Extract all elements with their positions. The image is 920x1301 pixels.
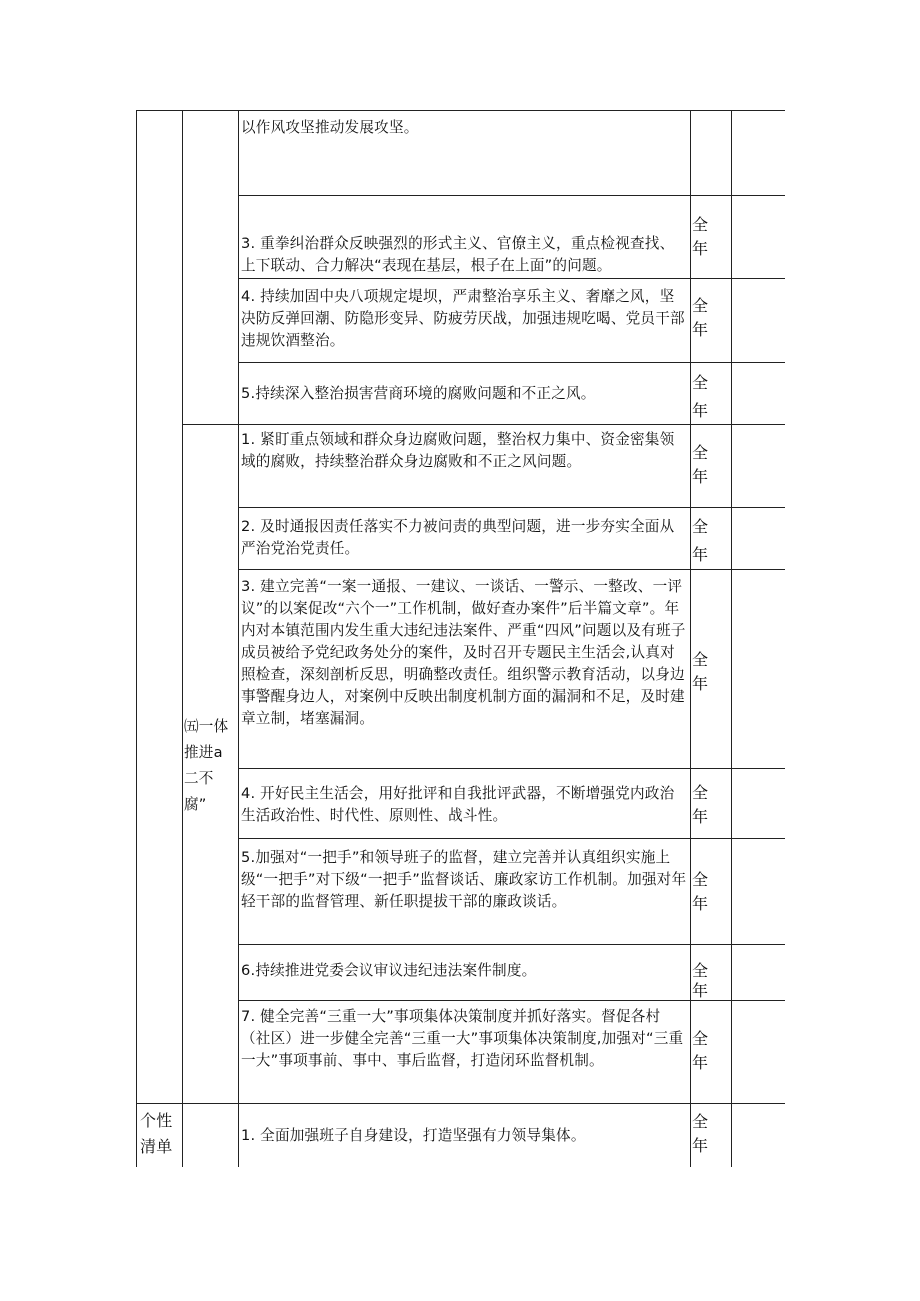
task-content-cell: 以作风攻坚推动发展攻坚。	[241, 119, 419, 136]
task-period-cell: 全年	[692, 443, 709, 486]
row-divider	[238, 768, 785, 769]
col-divider	[136, 110, 137, 1167]
row-divider	[238, 944, 785, 945]
row-divider	[238, 362, 785, 363]
task-period-cell: 全年	[692, 215, 709, 258]
task-period-cell: 全年	[692, 870, 709, 913]
task-period-cell: 全年	[692, 961, 709, 1000]
col-divider	[690, 110, 691, 1167]
row-divider	[136, 1103, 785, 1104]
task-content-cell: 2. 及时通报因责任落实不力被问责的典型问题，进一步夯实全面从严治党治党责任。	[241, 518, 675, 557]
row-divider	[238, 195, 785, 196]
task-period-cell: 全年	[692, 1029, 709, 1072]
task-content-cell: 7. 健全完善“三重一大”事项集体决策制度并抓好落实。督促各村（社区）进一步健全完善“三重一大”事项集体决策制度,加强对“三重一大”事项事前、事中、事后监督，打造闭环监督机制。	[241, 1008, 684, 1069]
task-content-cell: 4. 开好民主生活会，用好批评和自我批评武器，不断增强党内政治生活政治性、时代性、原则性、战斗性。	[241, 785, 675, 824]
row-divider	[238, 278, 785, 279]
task-content-cell: 4. 持续加固中央八项规定堤坝，严肃整治享乐主义、奢靡之风，坚决防反弹回潮、防隐形变异、防疲劳厌战，加强违规吃喝、党员干部违规饮酒整治。	[241, 288, 685, 349]
task-content-cell: 5.加强对“一把手”和领导班子的监督，建立完善并认真组织实施上级“一把手”对下级“一把手”监督谈话、廉政家访工作机制。加强对年轻干部的监督管理、新任职提拔干部的廉政谈话。	[241, 849, 687, 910]
task-period-cell: 全年	[692, 373, 709, 420]
task-period-cell: 全年	[692, 783, 709, 826]
row-divider	[238, 507, 785, 508]
task-period-cell: 全年	[692, 1112, 709, 1155]
task-period-cell: 全年	[692, 296, 709, 339]
task-period-cell: 全年	[692, 650, 709, 693]
task-period-cell: 全年	[692, 517, 709, 564]
col-divider	[238, 110, 239, 1167]
personal-list-label: 个性清单	[140, 1111, 173, 1156]
col-divider	[731, 110, 732, 1167]
section-five-label: ㈤一体推进a二不腐”	[184, 718, 229, 813]
table-top-border	[136, 110, 785, 111]
row-divider	[238, 569, 785, 570]
row-divider	[238, 838, 785, 839]
task-content-cell: 1. 紧盯重点领域和群众身边腐败问题，整治权力集中、资金密集领域的腐败，持续整治群众身边腐败和不正之风问题。	[241, 431, 675, 470]
col-divider	[182, 110, 183, 1167]
task-content-cell: 3. 建立完善“一案一通报、一建议、一谈话、一警示、一整改、一评议”的以案促改“六个一”工作机制，做好查办案件”后半篇文章”。年内对本镇范围内发生重大违纪违法案件、严重“四风”问题以及有班子成员被给予党纪政务处分的案件，及时召开专题民主生活会,认真对照检查，深刻剖析反思，明确整改责任。组织警示教育活动，以身边事警醒身边人，对案例中反映出制度机制方面的漏洞和不足，及时建章立制，堵塞漏洞。	[241, 578, 686, 727]
task-content-cell: 1. 全面加强班子自身建设，打造坚强有力领导集体。	[241, 1127, 586, 1144]
task-content-cell: 6.持续推进党委会议审议违纪违法案件制度。	[241, 962, 537, 979]
task-content-cell: 3. 重拳纠治群众反映强烈的形式主义、官僚主义，重点检视查找、上下联动、合力解决“表现在基层，根子在上面”的问题。	[241, 235, 675, 274]
task-content-cell: 5.持续深入整治损害营商环境的腐败问题和不正之风。	[241, 385, 596, 402]
